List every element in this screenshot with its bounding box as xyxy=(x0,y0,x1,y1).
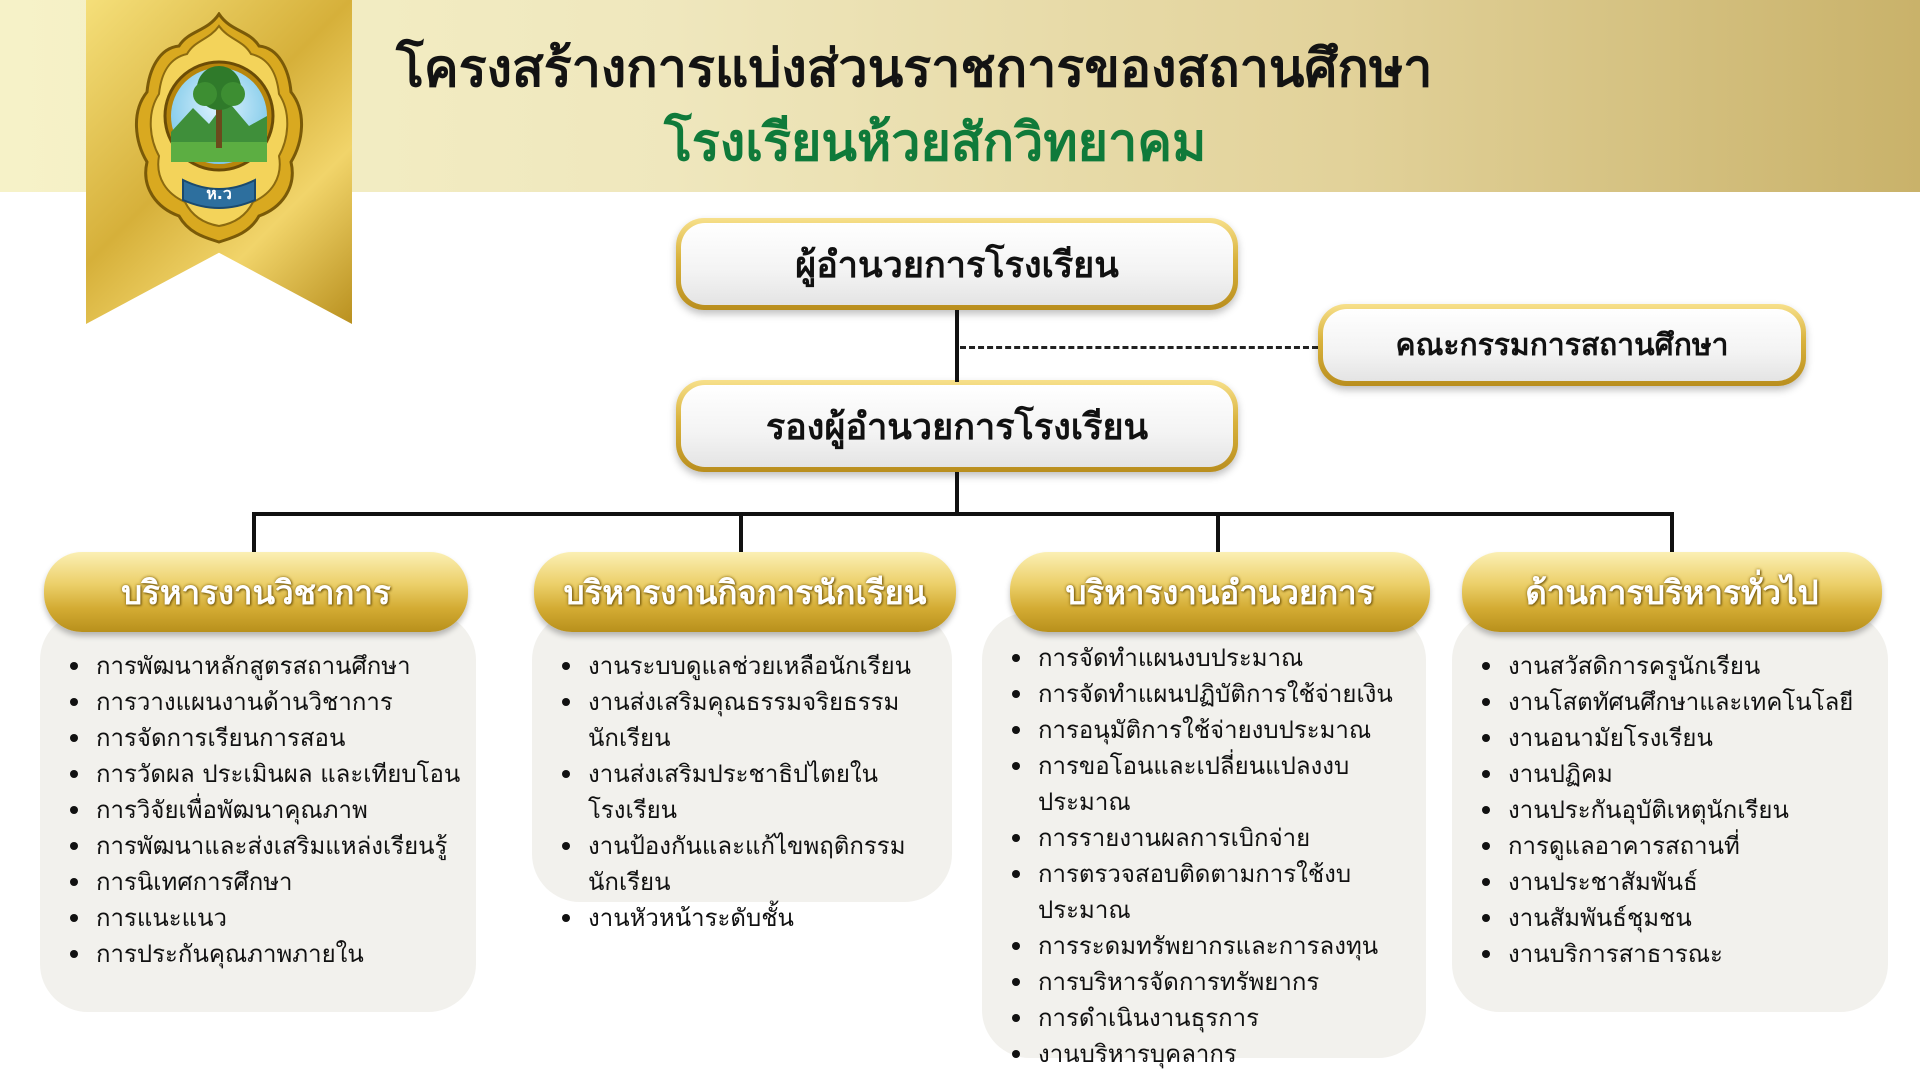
bullet-icon xyxy=(1012,762,1020,770)
list-item: การบริหารจัดการทรัพยากร xyxy=(1010,964,1410,1000)
bullet-icon xyxy=(562,662,570,670)
bullet-icon xyxy=(1482,770,1490,778)
bullet-icon xyxy=(1012,870,1020,878)
committee-box xyxy=(1318,304,1806,386)
list-item: งานโสตทัศนศึกษาและเทคโนโลยี xyxy=(1480,684,1888,720)
list-item: งานป้องกันและแก้ไขพฤติกรรม นักเรียน xyxy=(560,828,930,900)
director-box xyxy=(676,218,1238,310)
page-title: โครงสร้างการแบ่งส่วนราชการของสถานศึกษา xyxy=(396,39,1433,99)
list-item: การจัดการเรียนการสอน xyxy=(68,720,476,756)
connector-dept-4 xyxy=(1670,512,1674,556)
list-item: การวิจัยเพื่อพัฒนาคุณภาพ xyxy=(68,792,476,828)
list-item: การพัฒนาหลักสูตรสถานศึกษา xyxy=(68,648,476,684)
dept-title: ด้านการบริหารทั่วไป xyxy=(1525,572,1819,612)
list-item: การประกันคุณภาพภายใน xyxy=(68,936,476,972)
bullet-icon xyxy=(70,950,78,958)
bullet-icon xyxy=(1482,698,1490,706)
list-item: การอนุมัติการใช้จ่ายงบประมาณ xyxy=(1010,712,1410,748)
list-item: การรายงานผลการเบิกจ่าย xyxy=(1010,820,1410,856)
dept-header-general-admin xyxy=(1462,552,1882,632)
bullet-icon xyxy=(1482,734,1490,742)
dept-title: บริหารงานกิจการนักเรียน xyxy=(563,572,927,612)
list-item: การพัฒนาและส่งเสริมแหล่งเรียนรู้ xyxy=(68,828,476,864)
bullet-icon xyxy=(70,770,78,778)
list-item: งานบริหารบุคลากร xyxy=(1010,1036,1410,1072)
dept-panel-academic xyxy=(40,612,476,1012)
connector-dept-3 xyxy=(1216,512,1220,556)
deputy-label: รองผู้อำนวยการโรงเรียน xyxy=(681,385,1233,467)
connector-committee-dashed xyxy=(960,346,1318,349)
bullet-icon xyxy=(1012,942,1020,950)
school-seal-logo xyxy=(131,12,307,244)
list-item: การดูแลอาคารสถานที่ xyxy=(1480,828,1888,864)
dept-panel-general-admin xyxy=(1452,612,1888,1012)
bullet-icon xyxy=(1012,726,1020,734)
bullet-icon xyxy=(70,878,78,886)
list-item: การจัดทำแผนงบประมาณ xyxy=(1010,640,1410,676)
list-item: การแนะแนว xyxy=(68,900,476,936)
list-item: งานประชาสัมพันธ์ xyxy=(1480,864,1888,900)
deputy-box xyxy=(676,380,1238,472)
bullet-icon xyxy=(70,806,78,814)
connector-director-deputy xyxy=(955,310,959,382)
bullet-icon xyxy=(70,734,78,742)
school-name: โรงเรียนห้วยสักวิทยาคม xyxy=(664,113,1207,173)
list-item: งานอนามัยโรงเรียน xyxy=(1480,720,1888,756)
bullet-icon xyxy=(1482,950,1490,958)
bullet-icon xyxy=(1012,1014,1020,1022)
list-item: การระดมทรัพยากรและการลงทุน xyxy=(1010,928,1410,964)
list-item: การวัดผล ประเมินผล และเทียบโอน xyxy=(68,756,476,792)
dept-title: บริหารงานวิชาการ xyxy=(121,572,391,612)
bullet-icon xyxy=(562,914,570,922)
bullet-icon xyxy=(1482,842,1490,850)
list-item: การวางแผนงานด้านวิชาการ xyxy=(68,684,476,720)
bullet-icon xyxy=(562,770,570,778)
bullet-icon xyxy=(70,698,78,706)
bullet-icon xyxy=(562,698,570,706)
list-item: งานสวัสดิการครูนักเรียน xyxy=(1480,648,1888,684)
bullet-icon xyxy=(1012,834,1020,842)
committee-label: คณะกรรมการสถานศึกษา xyxy=(1323,309,1801,381)
dept-header-academic xyxy=(44,552,468,632)
dept-header-administration xyxy=(1010,552,1430,632)
list-item: งานสัมพันธ์ชุมชน xyxy=(1480,900,1888,936)
bullet-icon xyxy=(1482,914,1490,922)
list-item: การนิเทศการศึกษา xyxy=(68,864,476,900)
connector-dept-2 xyxy=(739,512,743,556)
bullet-icon xyxy=(70,842,78,850)
list-item: การขอโอนและเปลี่ยนแปลงงบประมาณ xyxy=(1010,748,1410,820)
bullet-icon xyxy=(70,914,78,922)
list-item: งานปฏิคม xyxy=(1480,756,1888,792)
bullet-icon xyxy=(1012,1050,1020,1058)
bullet-icon xyxy=(1482,878,1490,886)
bullet-icon xyxy=(562,842,570,850)
bullet-icon xyxy=(1012,978,1020,986)
dept-panel-administration xyxy=(982,612,1426,1068)
list-item: การจัดทำแผนปฏิบัติการใช้จ่ายเงิน xyxy=(1010,676,1410,712)
bullet-icon xyxy=(70,662,78,670)
bullet-icon xyxy=(1482,662,1490,670)
director-label: ผู้อำนวยการโรงเรียน xyxy=(681,223,1233,305)
connector-deputy-branch xyxy=(955,472,959,514)
dept-header-student-affairs xyxy=(534,552,956,632)
list-item: การดำเนินงานธุรการ xyxy=(1010,1000,1410,1036)
dept-panel-student-affairs xyxy=(532,612,952,932)
bullet-icon xyxy=(1012,654,1020,662)
bullet-icon xyxy=(1012,690,1020,698)
svg-text:ห.ว: ห.ว xyxy=(206,184,232,203)
bullet-icon xyxy=(1482,806,1490,814)
connector-horizontal xyxy=(252,512,1674,516)
list-item: งานส่งเสริมประชาธิปไตยในโรงเรียน xyxy=(560,756,930,828)
list-item: การตรวจสอบติดตามการใช้งบ ประมาณ xyxy=(1010,856,1410,928)
list-item: งานระบบดูแลช่วยเหลือนักเรียน xyxy=(560,648,930,684)
list-item: งานส่งเสริมคุณธรรมจริยธรรม นักเรียน xyxy=(560,684,930,756)
list-item: งานหัวหน้าระดับชั้น xyxy=(560,900,930,936)
connector-dept-1 xyxy=(252,512,256,556)
list-item: งานบริการสาธารณะ xyxy=(1480,936,1888,972)
dept-title: บริหารงานอำนวยการ xyxy=(1065,572,1375,612)
list-item: งานประกันอุบัติเหตุนักเรียน xyxy=(1480,792,1888,828)
